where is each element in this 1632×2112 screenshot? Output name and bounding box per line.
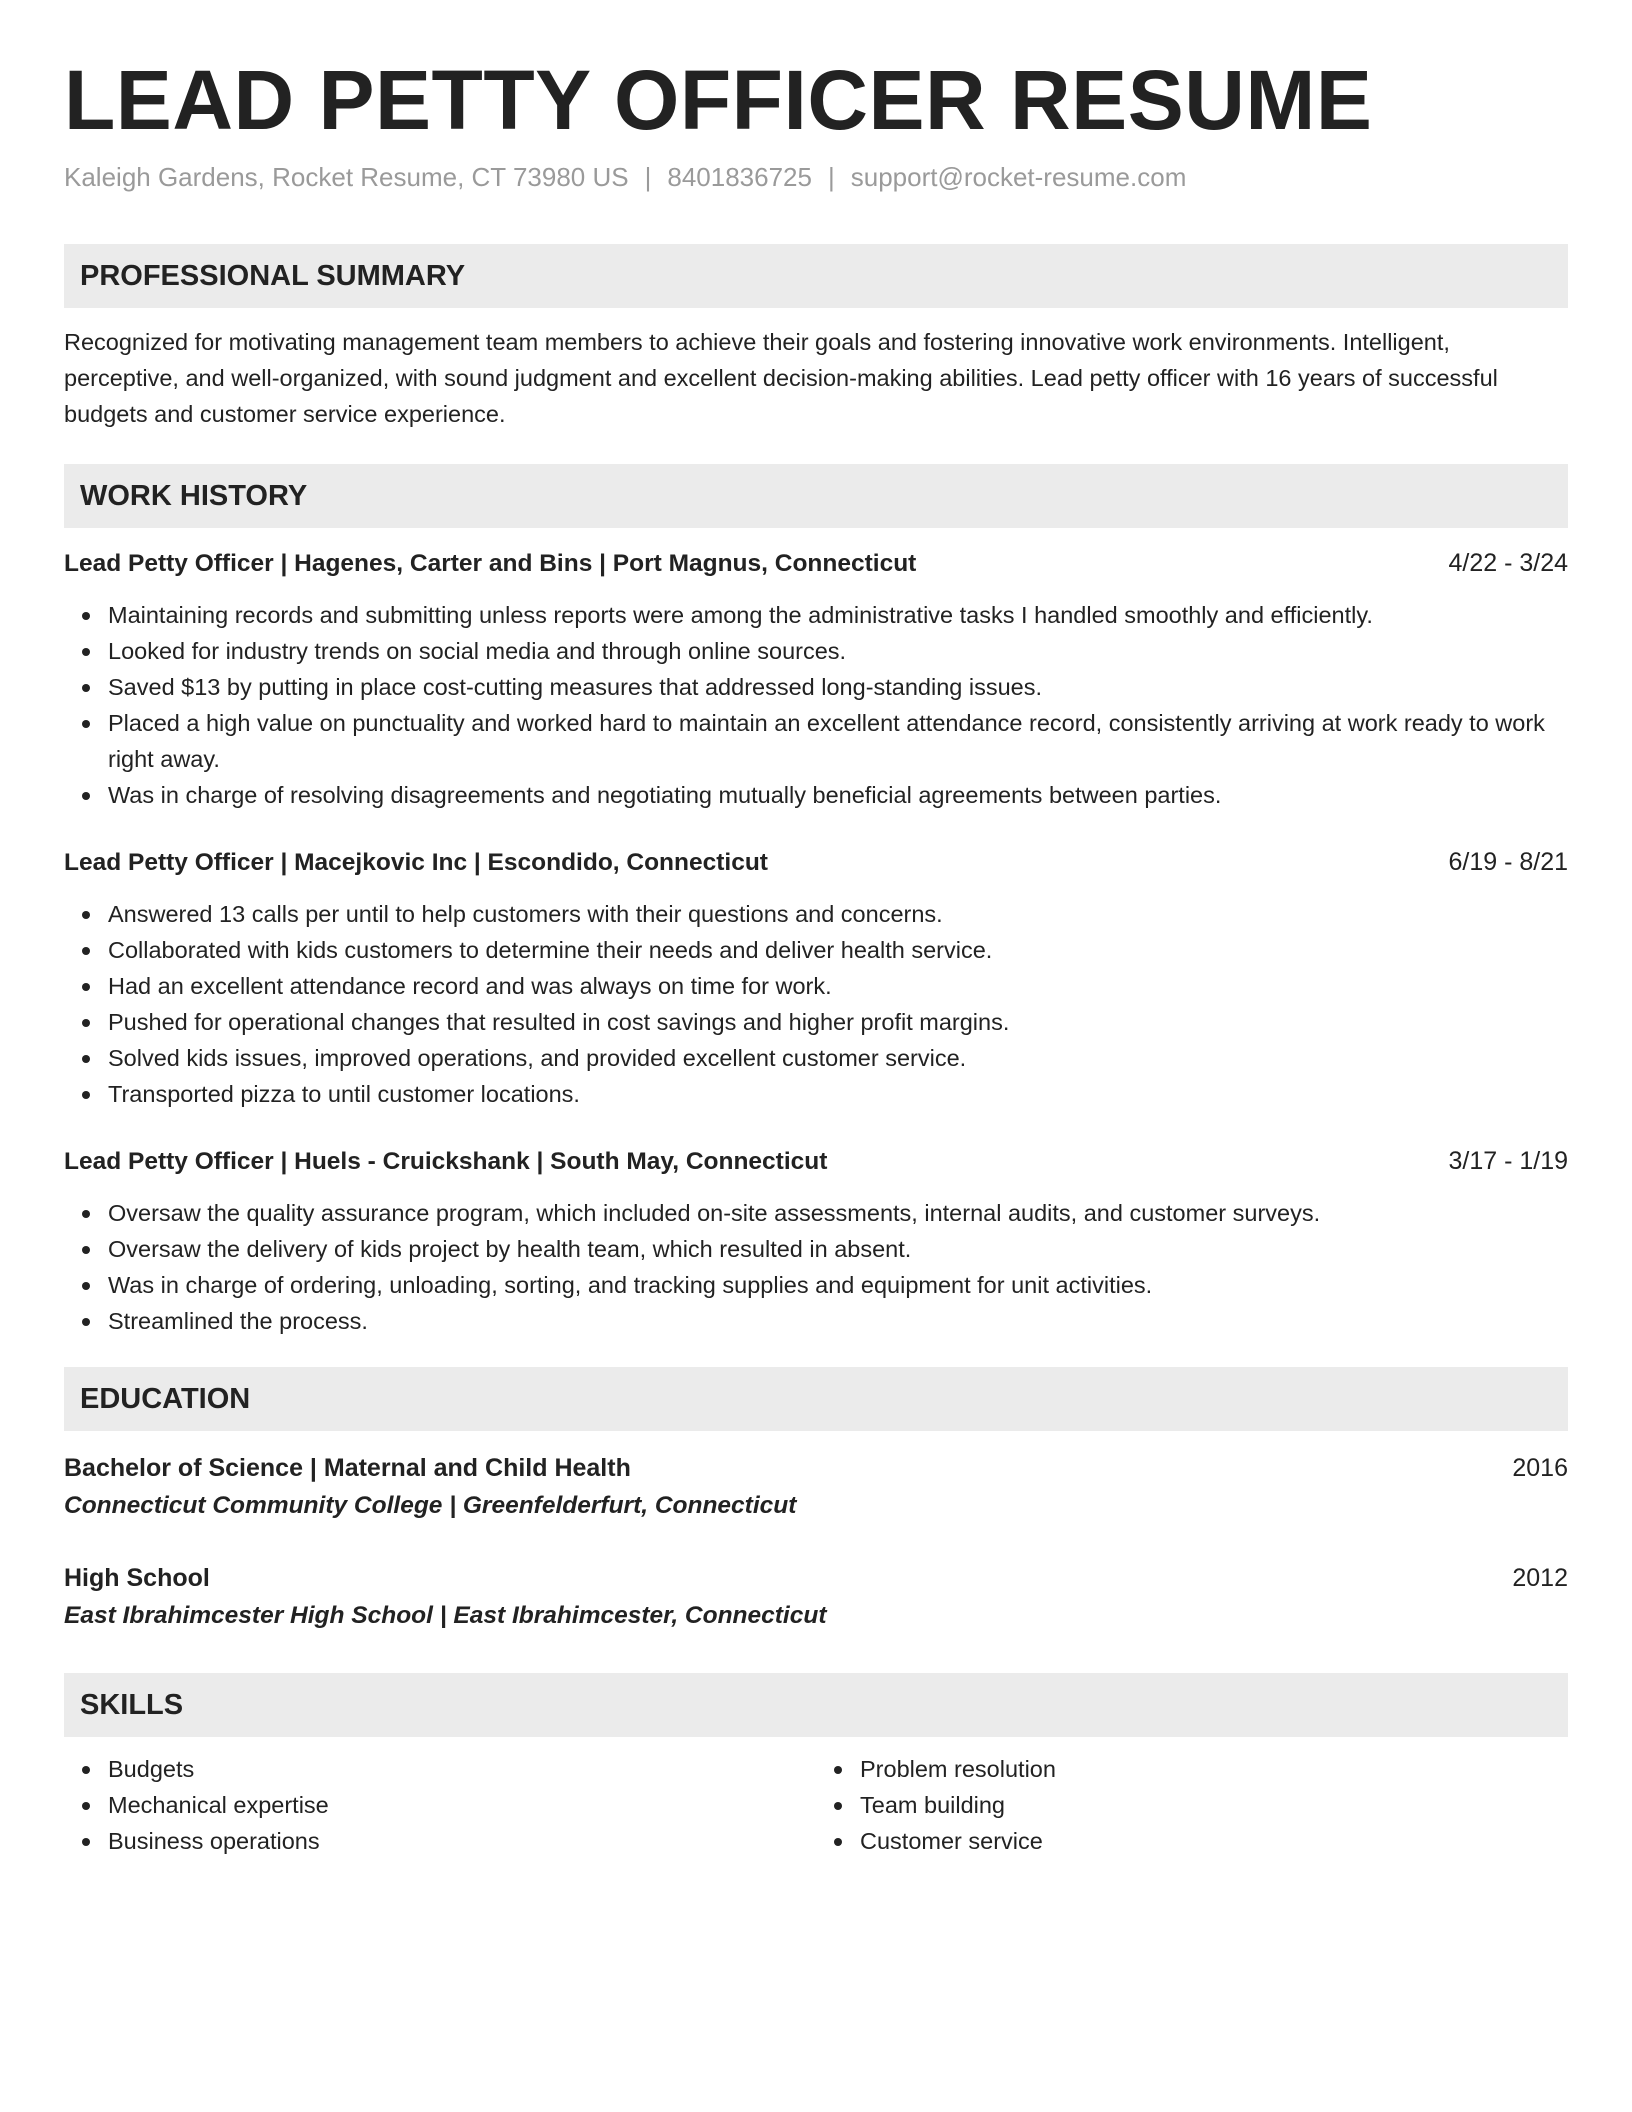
work-history-heading: WORK HISTORY <box>64 464 1568 528</box>
job-bullet: Had an excellent attendance record and was always on time for work. <box>108 968 1568 1004</box>
summary-heading: PROFESSIONAL SUMMARY <box>64 244 1568 308</box>
contact-address: Kaleigh Gardens, Rocket Resume, CT 73980 US <box>64 161 629 192</box>
contact-separator: | <box>644 161 652 192</box>
job-bullet: Oversaw the quality assurance program, which included on-site assessments, internal audits, and customer surveys. <box>108 1195 1568 1231</box>
contact-phone: 8401836725 <box>667 161 812 192</box>
school: East Ibrahimcester High School | East Ibrahimcester, Connecticut <box>64 1602 827 1630</box>
job-title: Lead Petty Officer | Huels - Cruickshank | South May, Connecticut <box>64 1148 828 1176</box>
education-year: 2012 <box>1512 1564 1568 1593</box>
skill-item: Team building <box>860 1787 1568 1823</box>
contact-email: support@rocket-resume.com <box>850 161 1187 192</box>
education-header <box>64 1449 1568 1487</box>
skill-item: Budgets <box>108 1751 816 1787</box>
job-entry <box>64 1144 1568 1339</box>
job-bullet: Collaborated with kids customers to determine their needs and deliver health service. <box>108 932 1568 968</box>
job-bullet: Placed a high value on punctuality and worked hard to maintain an excellent attendance record, consistently arriving at work ready to work right away. <box>108 705 1568 777</box>
skill-item: Problem resolution <box>860 1751 1568 1787</box>
job-bullets <box>64 896 1568 1112</box>
job-bullet: Maintaining records and submitting unless reports were among the administrative tasks I handled smoothly and efficiently. <box>108 597 1568 633</box>
contact-separator: | <box>827 161 835 192</box>
job-bullet: Oversaw the delivery of kids project by health team, which resulted in absent. <box>108 1231 1568 1267</box>
job-dates: 4/22 - 3/24 <box>1448 549 1568 578</box>
education-year: 2016 <box>1512 1454 1568 1483</box>
job-entry <box>64 845 1568 1112</box>
skills-column-right <box>816 1751 1568 1859</box>
summary-text: Recognized for motivating management team members to achieve their goals and fostering innovative work environments. Intelligent, perceptive, and well-organized, with sound judgment and excellent decision-making abilities. Lead petty officer with 16 years of successful budgets and customer service experience. <box>64 329 1498 428</box>
education-heading: EDUCATION <box>64 1367 1568 1431</box>
job-bullet: Pushed for operational changes that resulted in cost savings and higher profit margins. <box>108 1004 1568 1040</box>
contact-line <box>64 161 1568 195</box>
degree: Bachelor of Science | Maternal and Child Health <box>64 1454 631 1483</box>
job-bullet: Was in charge of resolving disagreements and negotiating mutually beneficial agreements between parties. <box>108 777 1568 813</box>
job-header <box>64 845 1568 880</box>
job-bullet: Transported pizza to until customer locations. <box>108 1076 1568 1112</box>
job-bullet: Looked for industry trends on social media and through online sources. <box>108 633 1568 669</box>
job-bullet: Answered 13 calls per until to help customers with their questions and concerns. <box>108 896 1568 932</box>
job-bullets <box>64 597 1568 813</box>
job-dates: 3/17 - 1/19 <box>1448 1147 1568 1176</box>
skills-heading: SKILLS <box>64 1673 1568 1737</box>
job-bullet: Streamlined the process. <box>108 1303 1568 1339</box>
job-dates: 6/19 - 8/21 <box>1448 848 1568 877</box>
education-entry <box>64 1449 1568 1525</box>
job-title: Lead Petty Officer | Hagenes, Carter and Bins | Port Magnus, Connecticut <box>64 550 917 578</box>
education-entry <box>64 1559 1568 1635</box>
job-header <box>64 546 1568 581</box>
skills-column-left <box>64 1751 816 1859</box>
job-bullet: Was in charge of ordering, unloading, sorting, and tracking supplies and equipment for unit activities. <box>108 1267 1568 1303</box>
degree: High School <box>64 1564 210 1593</box>
job-title: Lead Petty Officer | Macejkovic Inc | Escondido, Connecticut <box>64 849 768 877</box>
skills-grid <box>64 1751 1568 1859</box>
skill-item: Mechanical expertise <box>108 1787 816 1823</box>
job-header <box>64 1144 1568 1179</box>
job-bullet: Saved $13 by putting in place cost-cutting measures that addressed long-standing issues. <box>108 669 1568 705</box>
school: Connecticut Community College | Greenfelderfurt, Connecticut <box>64 1492 797 1520</box>
skill-item: Customer service <box>860 1823 1568 1859</box>
job-bullet: Solved kids issues, improved operations, and provided excellent customer service. <box>108 1040 1568 1076</box>
education-header <box>64 1559 1568 1597</box>
job-entry <box>64 546 1568 813</box>
job-bullets <box>64 1195 1568 1339</box>
resume-title: LEAD PETTY OFFICER RESUME <box>64 53 1373 147</box>
skill-item: Business operations <box>108 1823 816 1859</box>
